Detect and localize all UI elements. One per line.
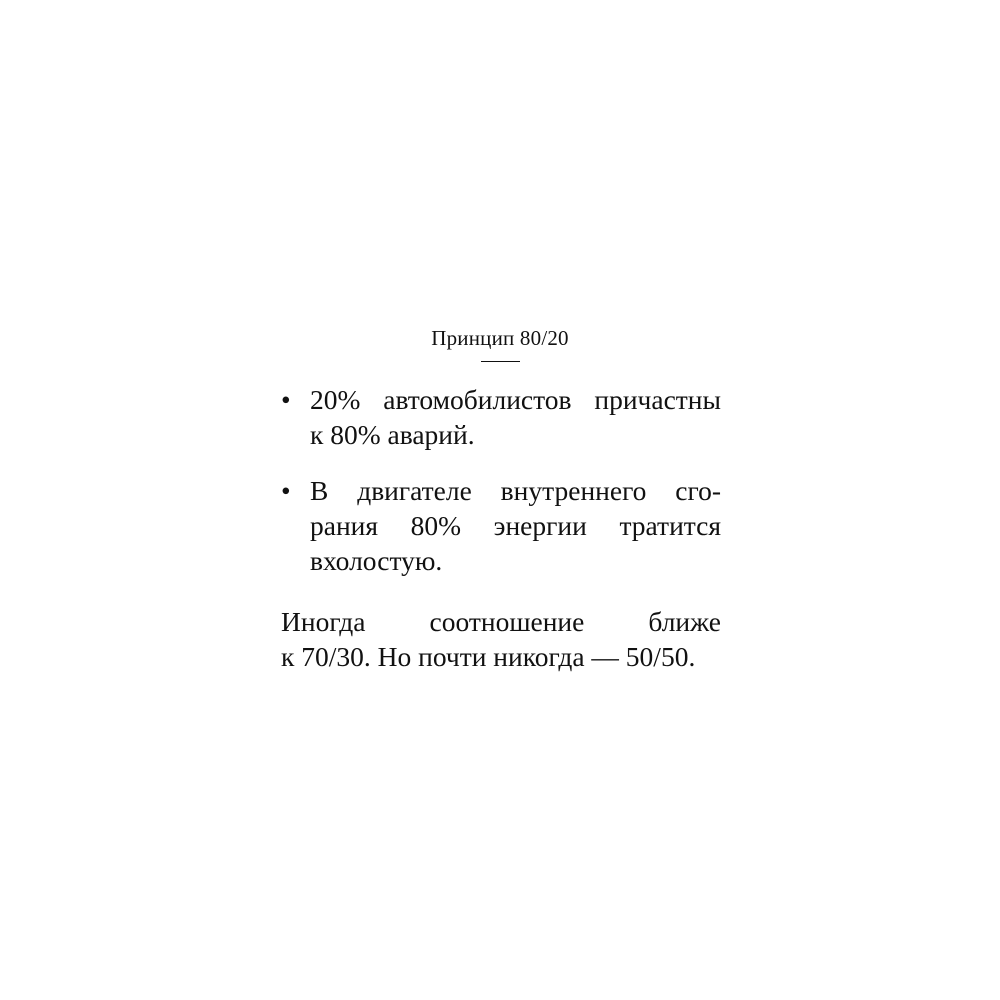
bullet-line: вхолостую. (310, 545, 443, 576)
bullet-item (281, 382, 721, 452)
bullet-item (281, 473, 721, 578)
header-rule (481, 361, 520, 362)
paragraph-line: к 70/30. Но почти никогда — 50/50. (281, 641, 696, 672)
running-header: Принцип 80/20 (431, 326, 569, 350)
closing-paragraph (281, 604, 721, 674)
bullet-line: В двигателе внутреннего сго- (310, 475, 721, 506)
bullet-text (310, 473, 721, 578)
bullet-line: 20% автомобилистов причастны (310, 384, 721, 415)
bullet-text (310, 382, 721, 452)
bullet-line: к 80% аварий. (310, 419, 475, 450)
bullet-list (281, 382, 721, 599)
bullet-marker: • (281, 475, 291, 506)
paragraph-line: Иногда соотношение ближе (281, 606, 721, 637)
bullet-marker: • (281, 384, 291, 415)
bullet-line: рания 80% энергии тратится (310, 510, 721, 541)
